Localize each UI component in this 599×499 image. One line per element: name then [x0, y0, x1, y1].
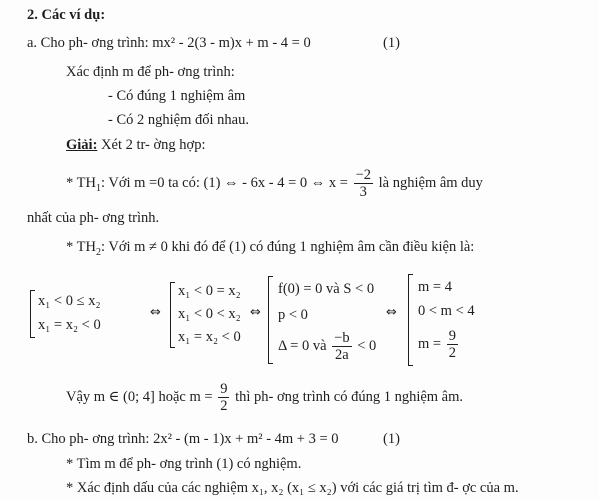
system-3-fraction-num: −b [334, 330, 350, 347]
conclusion-fraction [218, 381, 229, 414]
case-2-line [66, 238, 474, 262]
case-1-prefix: * TH [66, 175, 96, 191]
requirement-1: - Có đúng 1 nghiệm âm [108, 88, 246, 104]
system-3-fraction [332, 330, 351, 363]
conclusion-fraction-den: 2 [220, 398, 228, 415]
system-3-row-3 [278, 329, 376, 363]
case-2-text: : Với m ≠ 0 khi đó để (1) có đúng 1 nghiệm âm cần điều kiện là: [100, 239, 475, 255]
example-b-equation: b. Cho ph- ơng trình: 2x² - (m - 1)x + m² - 4m + 3 = 0 [27, 431, 339, 447]
case-1-continuation: nhất của ph- ơng trình. [27, 210, 160, 226]
case-1-post: là nghiệm âm duy [378, 175, 483, 191]
system-3-row-3-a: Δ = 0 và [278, 338, 327, 354]
system-4-fraction-num: 9 [448, 328, 456, 345]
case-1-fraction-den: 3 [359, 184, 367, 201]
system-2-row-3: x₁ = x₂ < 0 [178, 329, 241, 345]
system-1-row-2: x₁ = x₂ < 0 [38, 317, 101, 333]
system-3-row-3-b: < 0 [357, 338, 377, 354]
case-1-text: : Với m =0 ta có: (1) ⇔ - 6x - 4 = 0 ⇔ x = [100, 175, 348, 191]
system-3-fraction-den: 2a [335, 347, 349, 364]
case-1-sub: 1 [95, 182, 101, 194]
system-4-row-2: 0 < m < 4 [418, 303, 475, 319]
system-4-fraction-den: 2 [448, 345, 456, 362]
solution-label: Giải: [66, 137, 98, 153]
solution-line [66, 136, 206, 154]
system-4 [408, 274, 508, 368]
system-1-bracket [30, 290, 35, 338]
equiv-3: ⇔ [386, 305, 397, 320]
example-a-task: Xác định m để ph- ơng trình: [66, 64, 235, 80]
conclusion-line [66, 380, 463, 414]
system-4-bracket [408, 274, 413, 366]
case-1-fraction [354, 167, 373, 200]
conclusion-a: Vậy m ∈ (0; 4] hoặc m = [66, 389, 213, 405]
solution-text: Xét 2 tr- ờng hợp: [97, 137, 206, 153]
system-4-row-3-a: m = [418, 336, 442, 352]
conclusion-fraction-num: 9 [220, 381, 228, 398]
case-1-line [66, 166, 483, 206]
system-3-row-2: p < 0 [278, 307, 308, 323]
equiv-1: ⇔ [150, 305, 161, 320]
example-a-equation-number: (1) [383, 35, 400, 51]
system-2-row-2: x₁ < 0 < x₂ [178, 306, 241, 322]
case-1-fraction-num: −2 [355, 167, 372, 184]
system-3 [268, 276, 398, 368]
requirement-2: - Có 2 nghiệm đối nhau. [108, 112, 249, 128]
system-4-row-1: m = 4 [418, 279, 452, 295]
case-2-prefix: * TH [66, 239, 96, 255]
system-3-bracket [268, 276, 273, 364]
system-3-row-1: f(0) = 0 và S < 0 [278, 281, 375, 297]
example-b-task-2: * Xác định dấu của các nghiệm x₁, x₂ (x₁ ≤ x₂) với các giá trị tìm đ- ợc của m. [66, 480, 519, 496]
system-2-bracket [170, 282, 175, 348]
system-4-row-3 [418, 326, 460, 362]
conclusion-b: thì ph- ơng trình có đúng 1 nghiệm âm. [235, 389, 464, 405]
example-a-equation: a. Cho ph- ơng trình: mx² - 2(3 - m)x + m - 4 = 0 [27, 35, 311, 51]
system-1-row-1: x₁ < 0 ≤ x₂ [38, 293, 101, 309]
example-b-task-1: * Tìm m để ph- ơng trình (1) có nghiệm. [66, 456, 302, 472]
example-b-equation-number: (1) [383, 431, 400, 447]
equiv-2: ⇔ [250, 305, 261, 320]
case-2-sub: 2 [95, 246, 101, 258]
system-2-row-1: x₁ < 0 = x₂ [178, 283, 241, 299]
system-4-fraction [447, 328, 458, 361]
system-1 [30, 290, 160, 340]
section-heading: 2. Các ví dụ: [27, 7, 106, 23]
